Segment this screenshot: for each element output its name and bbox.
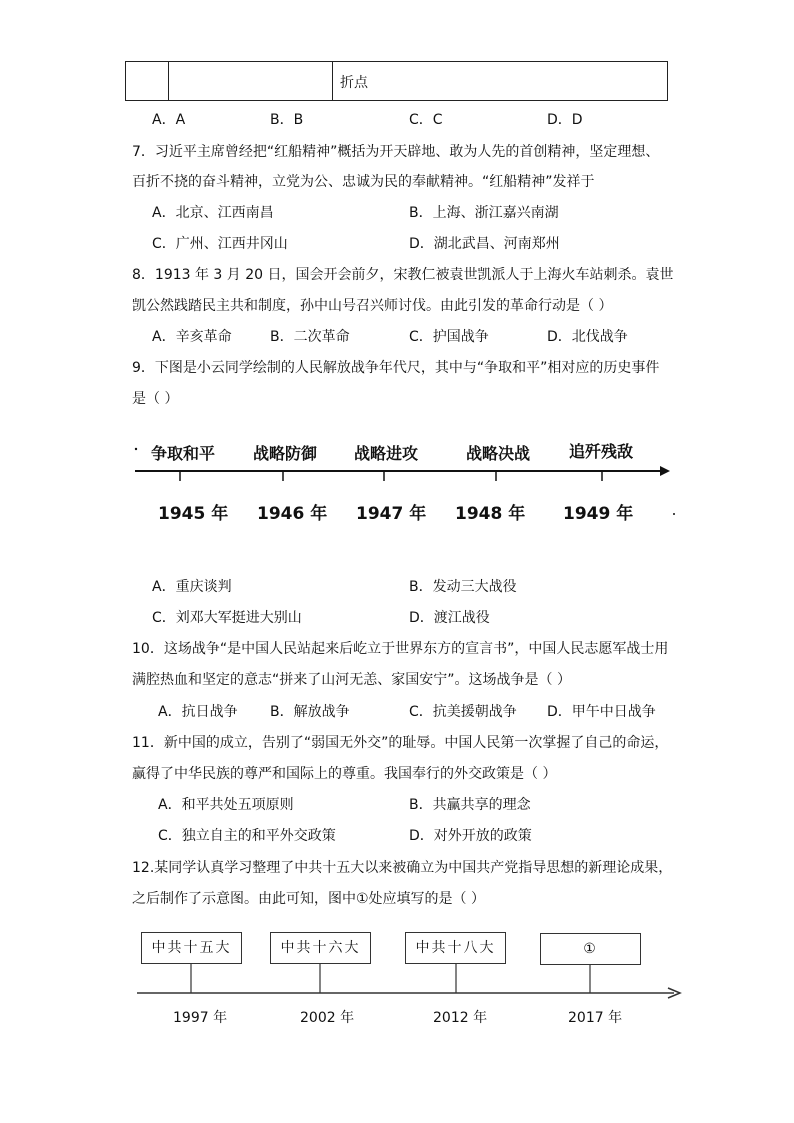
q10-option-c: C．抗美援朝战争 bbox=[409, 704, 517, 720]
q9-option-b: B．发动三大战役 bbox=[409, 579, 517, 595]
q9-option-c: C．刘邓大军挺进大别山 bbox=[152, 610, 302, 626]
q7-stem-line1: 7．习近平主席曾经把“红船精神”概括为开天辟地、敢为人先的首创精神，坚定理想、 bbox=[132, 144, 660, 160]
congress-year: 2002 年 bbox=[300, 1010, 355, 1026]
q11-option-c: C．独立自主的和平外交政策 bbox=[158, 828, 336, 844]
table-cell-text: 折点 bbox=[340, 75, 368, 91]
q12-stem-line2: 之后制作了示意图。由此可知，图中①处应填写的是（ ） bbox=[132, 891, 485, 907]
timeline-label: 战略进攻 bbox=[354, 444, 419, 463]
q12-stem-line1: 12.某同学认真学习整理了中共十五大以来被确立为中国共产党指导思想的新理论成果， bbox=[132, 860, 673, 876]
q6-option-c: C．C bbox=[409, 112, 443, 128]
q9-option-a: A．重庆谈判 bbox=[152, 579, 232, 595]
q7-option-a: A．北京、江西南昌 bbox=[152, 205, 274, 221]
q11-stem-line2: 赢得了中华民族的尊严和国际上的尊重。我国奉行的外交政策是（ ） bbox=[132, 766, 557, 782]
q9-stem-line2: 是（ ） bbox=[132, 391, 179, 407]
timeline-year: 1948 年 bbox=[455, 504, 526, 524]
timeline-label: 战略决战 bbox=[466, 444, 531, 463]
congress-year: 1997 年 bbox=[173, 1010, 228, 1026]
q8-option-c: C．护国战争 bbox=[409, 329, 489, 345]
table-divider bbox=[332, 62, 333, 100]
congress-year: 2017 年 bbox=[568, 1010, 623, 1026]
q11-option-d: D．对外开放的政策 bbox=[409, 828, 532, 844]
q11-option-a: A．和平共处五项原则 bbox=[158, 797, 294, 813]
congress-box-15th: 中共十五大 bbox=[141, 932, 242, 964]
q9-stem-line1: 9．下图是小云同学绘制的人民解放战争年代尺，其中与“争取和平”相对应的历史事件 bbox=[132, 360, 660, 376]
timeline-label: 争取和平 bbox=[151, 444, 216, 463]
q10-stem-line2: 满腔热血和坚定的意志“拼来了山河无恙、家国安宁”。这场战争是（ ） bbox=[132, 672, 571, 688]
q10-option-a: A．抗日战争 bbox=[158, 704, 238, 720]
q9-option-d: D．渡江战役 bbox=[409, 610, 490, 626]
q8-stem-line2: 凯公然践踏民主共和制度，孙中山号召兴师讨伐。由此引发的革命行动是（ ） bbox=[132, 298, 613, 314]
timeline-label: 战略防御 bbox=[253, 444, 318, 463]
q7-option-d: D．湖北武昌、河南郑州 bbox=[409, 236, 560, 252]
congress-box-blank: ① bbox=[540, 933, 641, 965]
q8-option-b: B．二次革命 bbox=[270, 329, 350, 345]
congress-box-16th: 中共十六大 bbox=[270, 932, 371, 964]
congress-year: 2012 年 bbox=[433, 1010, 488, 1026]
q10-option-b: B．解放战争 bbox=[270, 704, 350, 720]
q8-option-d: D．北伐战争 bbox=[547, 329, 628, 345]
table-divider bbox=[168, 62, 169, 100]
q11-stem-line1: 11．新中国的成立，告别了“弱国无外交”的耻辱。中国人民第一次掌握了自己的命运， bbox=[132, 735, 669, 751]
q6-option-a: A．A bbox=[152, 112, 186, 128]
q10-stem-line1: 10．这场战争“是中国人民站起来后屹立于世界东方的宣言书”，中国人民志愿军战士用 bbox=[132, 641, 669, 657]
q6-option-d: D．D bbox=[547, 112, 583, 128]
q11-option-b: B．共赢共享的理念 bbox=[409, 797, 531, 813]
q7-option-c: C．广州、江西井冈山 bbox=[152, 236, 288, 252]
answer-table-fragment bbox=[125, 61, 668, 101]
timeline-year: 1947 年 bbox=[356, 504, 427, 524]
q6-option-b: B．B bbox=[270, 112, 304, 128]
timeline-year: 1946 年 bbox=[257, 504, 328, 524]
q8-option-a: A．辛亥革命 bbox=[152, 329, 232, 345]
timeline-year: 1949 年 bbox=[563, 504, 634, 524]
q10-option-d: D．甲午中日战争 bbox=[547, 704, 656, 720]
q7-stem-line2: 百折不挠的奋斗精神，立党为公、忠诚为民的奉献精神。“红船精神”发祥于 bbox=[132, 174, 595, 190]
q7-option-b: B．上海、浙江嘉兴南湖 bbox=[409, 205, 559, 221]
timeline-label: 追歼残敌 bbox=[569, 442, 634, 461]
timeline-year: 1945 年 bbox=[158, 504, 229, 524]
q8-stem-line1: 8．1913 年 3 月 20 日，国会开会前夕，宋教仁被袁世凯派人于上海火车站刺杀。袁世 bbox=[132, 267, 674, 283]
congress-box-18th: 中共十八大 bbox=[405, 932, 506, 964]
